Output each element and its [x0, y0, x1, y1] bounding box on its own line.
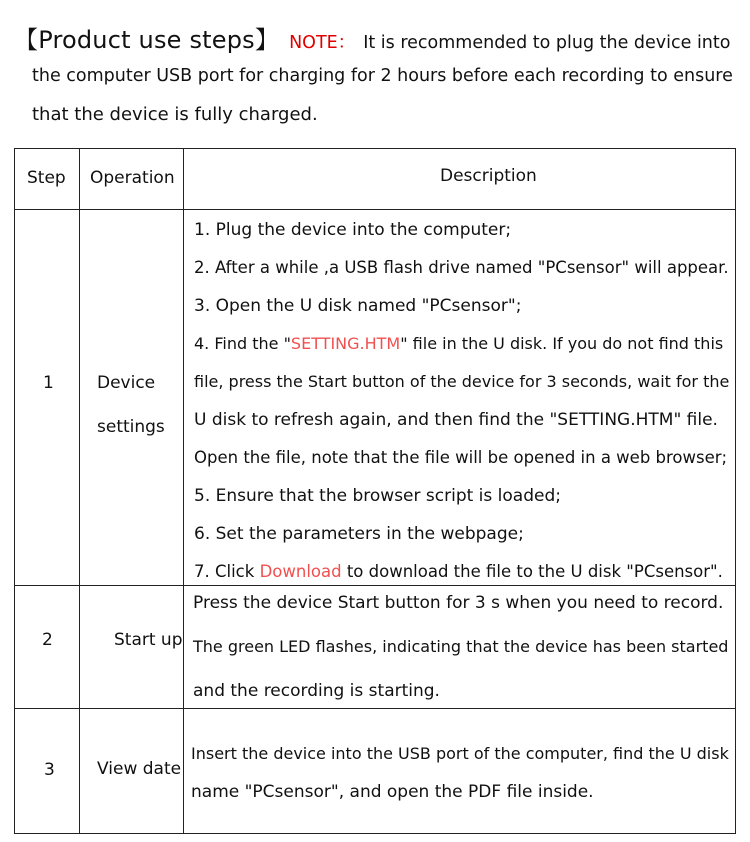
row2-desc-line	[193, 681, 440, 701]
row2-desc-text: and the recording is starting.	[193, 681, 440, 701]
row2-desc-line	[193, 637, 728, 656]
setting-htm-highlight: SETTING.HTM	[290, 334, 401, 353]
row1-desc-line	[194, 258, 729, 277]
row1-desc-line	[194, 562, 723, 581]
row1-desc-text: 5. Ensure that the browser script is loaded;	[194, 486, 561, 506]
table-border-bottom	[14, 833, 736, 834]
row1-desc-line	[194, 486, 561, 506]
intro-line-2: the computer USB port for charging for 2 hours before each recording to ensure	[32, 66, 733, 86]
row1-desc-line	[194, 372, 729, 391]
table-border-right	[735, 148, 736, 834]
row3-step: 3	[44, 760, 55, 780]
intro-line-3: that the device is fully charged.	[32, 104, 318, 125]
row2-step: 2	[42, 630, 53, 650]
row1-desc-line	[194, 448, 727, 467]
row1-desc-line	[194, 220, 511, 240]
row1-desc-line	[194, 334, 723, 353]
row1-step: 1	[43, 373, 54, 393]
table-border-top	[14, 148, 736, 149]
row1-desc-text: 2. After a while ,a USB flash drive named "PCsensor" will appear.	[194, 258, 729, 277]
table-divider-1	[79, 148, 80, 834]
row1-desc-text: " file in the U disk. If you do not find this	[400, 334, 724, 353]
header-step: Step	[27, 168, 66, 188]
row1-desc-text: to download the file to the U disk "PCsensor".	[341, 562, 723, 581]
row2-desc-text: Press the device Start button for 3 s when you need to record.	[193, 593, 724, 613]
row1-desc-text: 7. Click	[194, 562, 260, 581]
table-border-row2	[14, 708, 736, 709]
row1-operation-line2: settings	[97, 417, 165, 437]
table-border-row1	[14, 585, 736, 586]
row1-desc-text: file, press the Start button of the device for 3 seconds, wait for the	[194, 372, 730, 391]
table-border-header	[14, 209, 736, 210]
table-border-left	[14, 148, 15, 834]
intro-line-1	[14, 20, 730, 55]
row1-desc-text: Open the file, note that the file will be opened in a web browser;	[194, 448, 728, 467]
row1-desc-line	[194, 524, 524, 544]
row1-desc-text: U disk to refresh again, and then find the "SETTING.HTM" file.	[194, 410, 718, 430]
row2-desc-line	[193, 593, 723, 613]
row2-operation: Start up	[114, 630, 183, 650]
download-highlight: Download	[259, 562, 342, 581]
note-text: It is recommended to plug the device into	[363, 33, 731, 53]
note-label: NOTE：	[289, 33, 356, 53]
row3-desc-text: name "PCsensor", and open the PDF file inside.	[191, 782, 594, 802]
header-operation: Operation	[90, 168, 175, 188]
row3-desc-line	[191, 782, 594, 802]
row1-desc-text: 3. Open the U disk named "PCsensor";	[194, 296, 522, 316]
row2-desc-text: The green LED flashes, indicating that the device has been started	[193, 637, 729, 656]
row1-desc-text: 4. Find the "	[194, 334, 291, 353]
header-description: Description	[440, 166, 537, 186]
table-divider-2	[183, 148, 184, 834]
row1-desc-line	[194, 296, 521, 316]
row3-desc-text: Insert the device into the USB port of the computer, find the U disk	[191, 744, 729, 763]
row1-operation-line1: Device	[97, 373, 156, 393]
row1-desc-text: 1. Plug the device into the computer;	[194, 220, 512, 240]
section-title: 【Product use steps】	[14, 26, 280, 54]
row3-desc-line	[191, 744, 729, 763]
row1-desc-line	[194, 410, 718, 430]
row3-operation: View date	[97, 759, 182, 779]
row1-desc-text: 6. Set the parameters in the webpage;	[194, 524, 524, 544]
